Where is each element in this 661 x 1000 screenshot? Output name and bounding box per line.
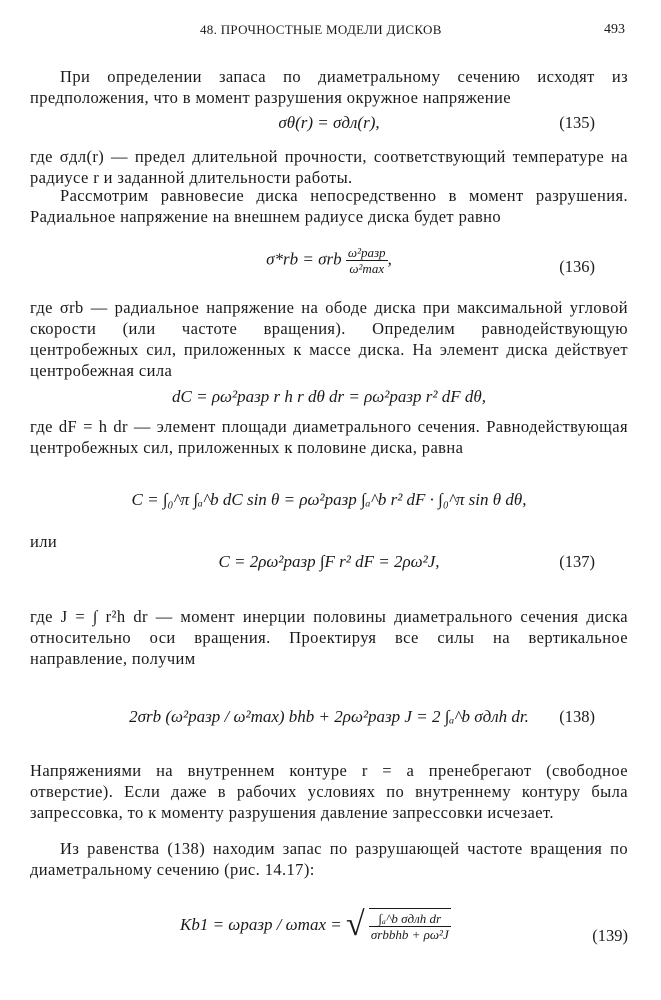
equation-number-139: (139) (592, 926, 628, 945)
equation-136-numerator: ω²разр (347, 245, 386, 260)
equation-number-137: (137) (559, 552, 595, 571)
equation-number-138: (138) (559, 707, 595, 726)
equation-137 (30, 552, 628, 572)
equation-139-fraction (369, 908, 451, 942)
equation-136: σ*rb = σrb $\frac{\text{ω²разр}}{\text{ω²max}}$ , (136) (266, 245, 595, 276)
paragraph-5: где dF = h dr — элемент площади диаметрального сечения. Равнодействующая центробежных сил, приложенных к половине диска, равна (30, 417, 628, 457)
equation-136-fraction (346, 245, 388, 276)
paragraph-9: Из равенства (138) находим запас по разрушающей частоте вращения по диаметральному сечению (рис. 14.17): (30, 839, 628, 879)
page-number: 493 (604, 22, 625, 37)
equation-139-lhs: Kb1 = ωразр / ωmax = (180, 915, 342, 934)
sqrt-sign-icon: √ (345, 906, 365, 943)
equation-dC: dC = ρω²разр r h r dθ dr = ρω²разр r² dF dθ, (172, 387, 486, 406)
equation-135 (30, 113, 628, 133)
paragraph-3: Рассмотрим равновесие диска непосредственно в момент разрушения. Радиальное напряжение на внешнем радиусе диска будет равно (30, 186, 628, 226)
equation-138 (30, 707, 628, 727)
paragraph-1: При определении запаса по диаметральному сечению исходят из предположения, что в момент разрушения окружное напряжение (30, 67, 628, 107)
equation-138-body: 2σrb (ω²разр / ω²max) bhb + 2ρω²разр J = 2 ∫ₐ^b σдлh dr. (129, 707, 529, 726)
paragraph-2: где σдл(r) — предел длительной прочности, соответствующий температуре на радиусе r и заданной длительности работы. (30, 147, 628, 187)
paragraph-6: или (30, 532, 58, 551)
equation-139-denominator: σrbbhb + ρω²J (370, 927, 449, 942)
equation-135-body: σθ(r) = σдл(r), (278, 113, 380, 132)
running-title: 48. ПРОЧНОСТНЫЕ МОДЕЛИ ДИСКОВ (200, 22, 442, 37)
equation-C-double-integral: C = ∫₀^π ∫ₐ^b dC sin θ = ρω²разр ∫ₐ^b r² dF · ∫₀^π sin θ dθ, (131, 490, 527, 509)
equation-number-135: (135) (559, 113, 595, 132)
equation-139 (180, 906, 628, 944)
equation-139-numerator: ∫ₐ^b σдлh dr (369, 911, 451, 927)
equation-number-136: (136) (559, 257, 595, 276)
equation-136-denominator: ω²max (349, 261, 385, 276)
equation-137-body: C = 2ρω²разр ∫F r² dF = 2ρω²J, (218, 552, 440, 571)
paragraph-4: где σrb — радиальное напряжение на ободе диска при максимальной угловой скорости (или частоте вращения). Определим равнодействующую центробежных сил, приложенных к массе диска. На элемент диска действует центробежная сила (30, 298, 628, 380)
paragraph-8: Напряжениями на внутреннем контуре r = a пренебрегают (свободное отверстие). Если даже в рабочих условиях по внутреннему контуру была запрессовка, то к моменту разрушения давление запрессовки исчезает. (30, 761, 628, 822)
equation-136-lhs: σ*rb = σrb (266, 249, 342, 269)
paragraph-7: где J = ∫ r²h dr — момент инерции половины диаметрального сечения диска относительно оси вращения. Проектируя все силы на вертикальное направление, получим (30, 607, 628, 668)
